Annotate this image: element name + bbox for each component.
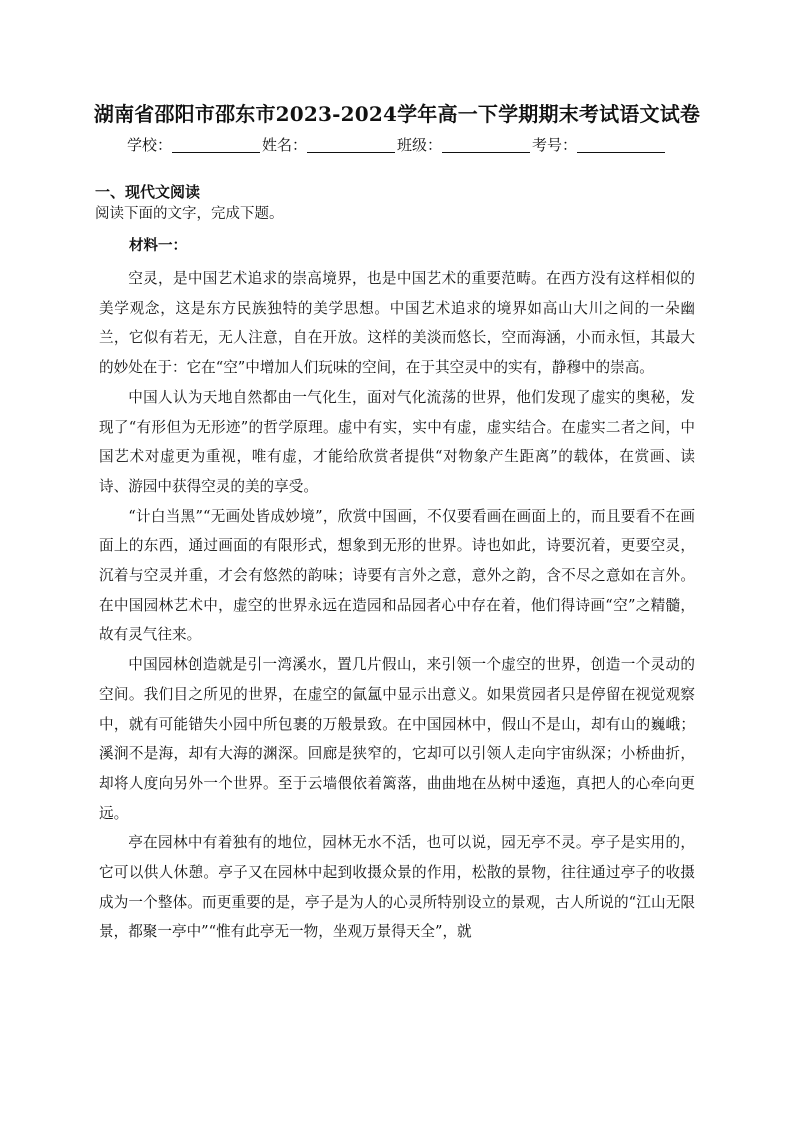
class-label: 班级：	[397, 136, 443, 154]
class-blank[interactable]	[442, 137, 530, 153]
school-blank[interactable]	[172, 137, 260, 153]
class-field[interactable]	[397, 133, 532, 157]
passage-paragraph: “计白当黑”“无画处皆成妙境”，欣赏中国画，不仅要看画在画面上的，而且要看不在画面上的东西，通过画面的有限形式，想象到无形的世界。诗也如此，诗要沉着，更要空灵，沉着与空灵并重，才会有悠然的韵味；诗要有言外之意，意外之韵，含不尽之意如在言外。在中国园林艺术中，虚空的世界永远在造园和品园者心中存在着，他们得诗画“空”之精髓，故有灵气往来。	[99, 507, 695, 644]
student-info-line	[0, 133, 794, 157]
exam-number-field[interactable]	[532, 133, 667, 157]
passage-paragraph: 中国人认为天地自然都由一气化生，面对气化流荡的世界，他们发现了虚实的奥秘，发现了“有形但为无形迹”的哲学原理。虚中有实，实中有虚，虚实结合。在虚实二者之间，中国艺术对虚更为重视，唯有虚，才能给欣赏者提供“对物象产生距离”的载体，在赏画、读诗、游园中获得空灵的美的享受。	[99, 388, 695, 495]
material-label: 材料一：	[129, 237, 187, 254]
section-heading: 一、现代文阅读	[95, 183, 201, 201]
passage-paragraph: 中国园林创造就是引一湾溪水，置几片假山，来引领一个虚空的世界，创造一个灵动的空间。我们目之所见的世界，在虚空的氤氲中显示出意义。如果赏园者只是停留在视觉观察中，就有可能错失小园中所包裹的万般景致。在中国园林中，假山不是山，却有山的巍峨；溪涧不是海，却有大海的渊深。回廊是狭窄的，它却可以引领人走向宇宙纵深；小桥曲折，却将人度向另外一个世界。至于云墙偎依着篱落，曲曲地在丛树中逶迤，真把人的心牵向更远。	[99, 656, 695, 822]
name-field[interactable]	[262, 133, 397, 157]
name-label: 姓名：	[261, 136, 307, 154]
reading-instruction: 阅读下面的文字，完成下题。	[95, 206, 284, 222]
exam-number-blank[interactable]	[577, 137, 665, 153]
exam-number-label: 考号：	[532, 136, 578, 154]
school-field[interactable]	[127, 133, 262, 157]
reading-passage	[99, 264, 695, 947]
page-title: 湖南省邵阳市邵东市2023-2024学年高一下学期期末考试语文试卷	[93, 102, 701, 126]
school-label: 学校：	[126, 136, 172, 154]
passage-paragraph: 亭在园林中有着独有的地位，园林无水不活，也可以说，园无亭不灵。亭子是实用的，它可以供人休憩。亭子又在园林中起到收摄众景的作用，松散的景物，往往通过亭子的收摄成为一个整体。而更重要的是，亭子是为人的心灵所特别设立的景观，古人所说的“江山无限景，都聚一亭中”“惟有此亭无一物，坐观万景得天全”，就	[99, 834, 695, 941]
name-blank[interactable]	[307, 137, 395, 153]
passage-paragraph: 空灵，是中国艺术追求的崇高境界，也是中国艺术的重要范畴。在西方没有这样相似的美学观念，这是东方民族独特的美学思想。中国艺术追求的境界如高山大川之间的一朵幽兰，它似有若无，无人注意，自在开放。这样的美淡而悠长，空而海涵，小而永恒，其最大的妙处在于：它在“空”中增加人们玩味的空间，在于其空灵中的实有，静穆中的崇高。	[99, 270, 695, 377]
